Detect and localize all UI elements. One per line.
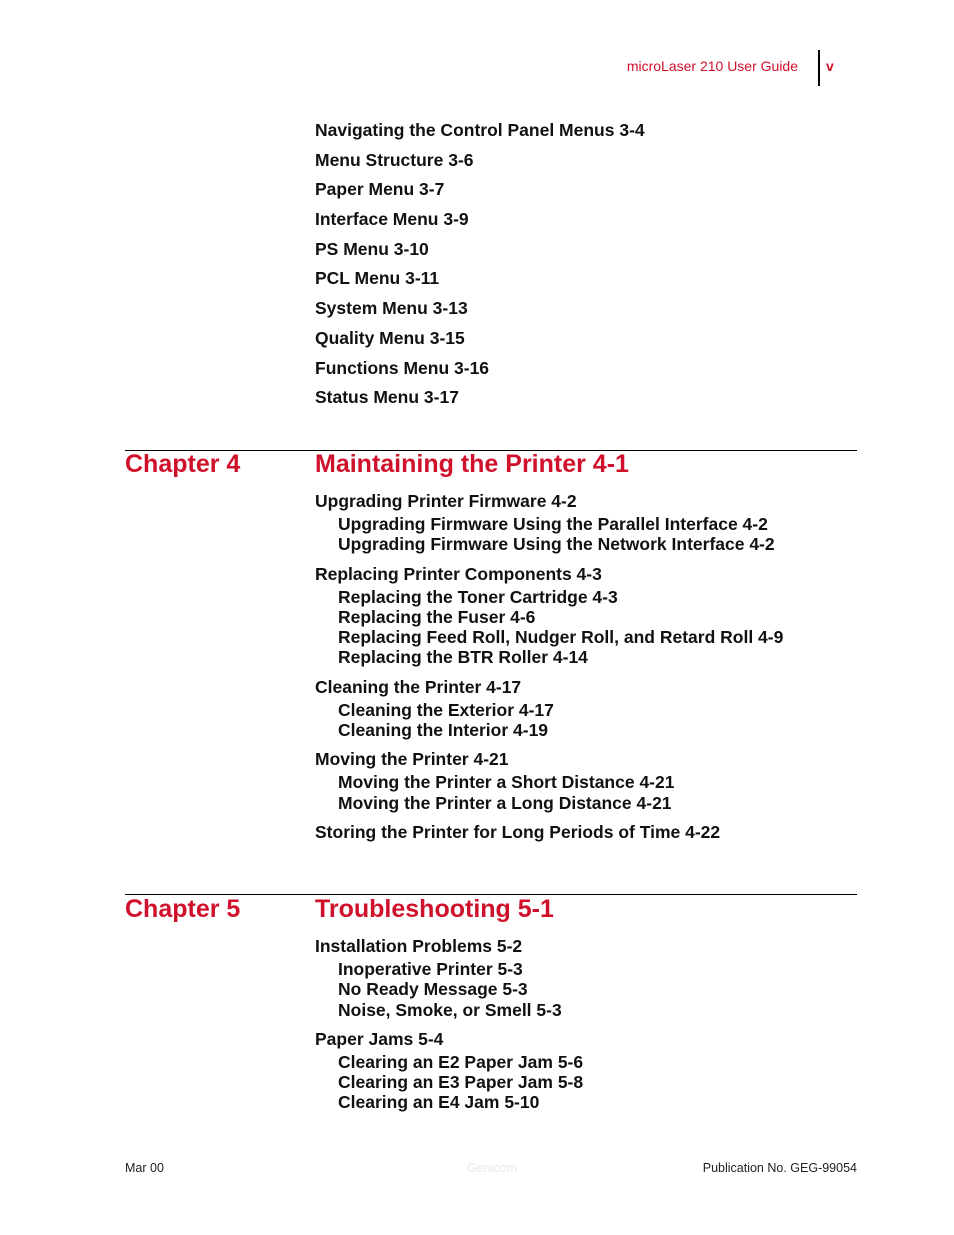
toc-group [315,676,783,741]
footer-publication: Publication No. GEG-99054 [702,1161,857,1175]
header-divider [818,50,820,86]
toc-subsection[interactable]: Clearing an E3 Paper Jam 5-8 [338,1072,584,1093]
chapter4-title[interactable]: Maintaining the Printer 4-1 [315,450,629,478]
toc-entry[interactable]: Functions Menu 3-16 [315,357,490,378]
toc-subsection[interactable]: Clearing an E2 Paper Jam 5-6 [338,1051,584,1072]
chapter5-title[interactable]: Troubleshooting 5-1 [315,895,554,923]
toc-entry[interactable]: PCL Menu 3-11 [315,268,440,289]
toc-subsection[interactable]: Clearing an E4 Jam 5-10 [338,1092,540,1113]
toc-entry[interactable]: PS Menu 3-10 [315,238,429,259]
toc-subsection[interactable]: Inoperative Printer 5-3 [338,959,523,979]
toc-section[interactable]: Moving the Printer 4-21 [315,749,509,770]
toc-subsection[interactable]: Moving the Printer a Long Distance 4-21 [338,792,672,813]
toc-entry[interactable]: Status Menu 3-17 [315,387,459,408]
toc-subsection[interactable]: Replacing the BTR Roller 4-14 [338,647,588,668]
toc-entry[interactable]: Quality Menu 3-15 [315,327,465,348]
footer-date: Mar 00 [125,1161,164,1175]
chapter5-sections [315,935,583,1121]
toc-group [315,748,783,813]
chapter4-label: Chapter 4 [125,450,241,478]
toc-chapter3-continued [315,119,645,416]
toc-section[interactable]: Paper Jams 5-4 [315,1028,444,1049]
toc-entry[interactable]: Menu Structure 3-6 [315,149,474,170]
toc-entry[interactable]: Interface Menu 3-9 [315,209,469,230]
toc-section[interactable]: Replacing Printer Components 4-3 [315,563,602,584]
toc-entry[interactable]: Paper Menu 3-7 [315,179,445,200]
toc-group [315,490,783,555]
page-number: v [826,58,834,74]
footer-watermark: Genicom [467,1161,518,1175]
toc-subsection[interactable]: Upgrading Firmware Using the Parallel Interface 4-2 [338,514,768,534]
toc-subsection[interactable]: Cleaning the Interior 4-19 [338,720,549,741]
toc-group [315,821,783,843]
chapter4-sections [315,490,783,851]
toc-subsection[interactable]: No Ready Message 5-3 [338,979,528,1000]
toc-subsection[interactable]: Replacing Feed Roll, Nudger Roll, and Retard Roll 4-9 [338,627,784,648]
toc-group [315,563,783,668]
chapter5-label: Chapter 5 [125,895,241,923]
toc-subsection[interactable]: Upgrading Firmware Using the Network Interface 4-2 [338,534,775,555]
toc-section[interactable]: Installation Problems 5-2 [315,936,523,956]
toc-entry[interactable]: Navigating the Control Panel Menus 3-4 [315,120,645,140]
toc-group [315,1028,583,1113]
toc-subsection[interactable]: Cleaning the Exterior 4-17 [338,699,554,720]
toc-group [315,935,583,1020]
toc-section[interactable]: Cleaning the Printer 4-17 [315,676,522,697]
toc-subsection[interactable]: Noise, Smoke, or Smell 5-3 [338,999,562,1020]
toc-section[interactable]: Upgrading Printer Firmware 4-2 [315,491,577,511]
toc-entry[interactable]: System Menu 3-13 [315,298,468,319]
toc-subsection[interactable]: Replacing the Fuser 4-6 [338,606,536,627]
running-header-title: microLaser 210 User Guide [626,58,798,74]
toc-subsection[interactable]: Replacing the Toner Cartridge 4-3 [338,586,618,607]
toc-section[interactable]: Storing the Printer for Long Periods of Time 4-22 [315,821,721,842]
toc-subsection[interactable]: Moving the Printer a Short Distance 4-21 [338,772,675,793]
